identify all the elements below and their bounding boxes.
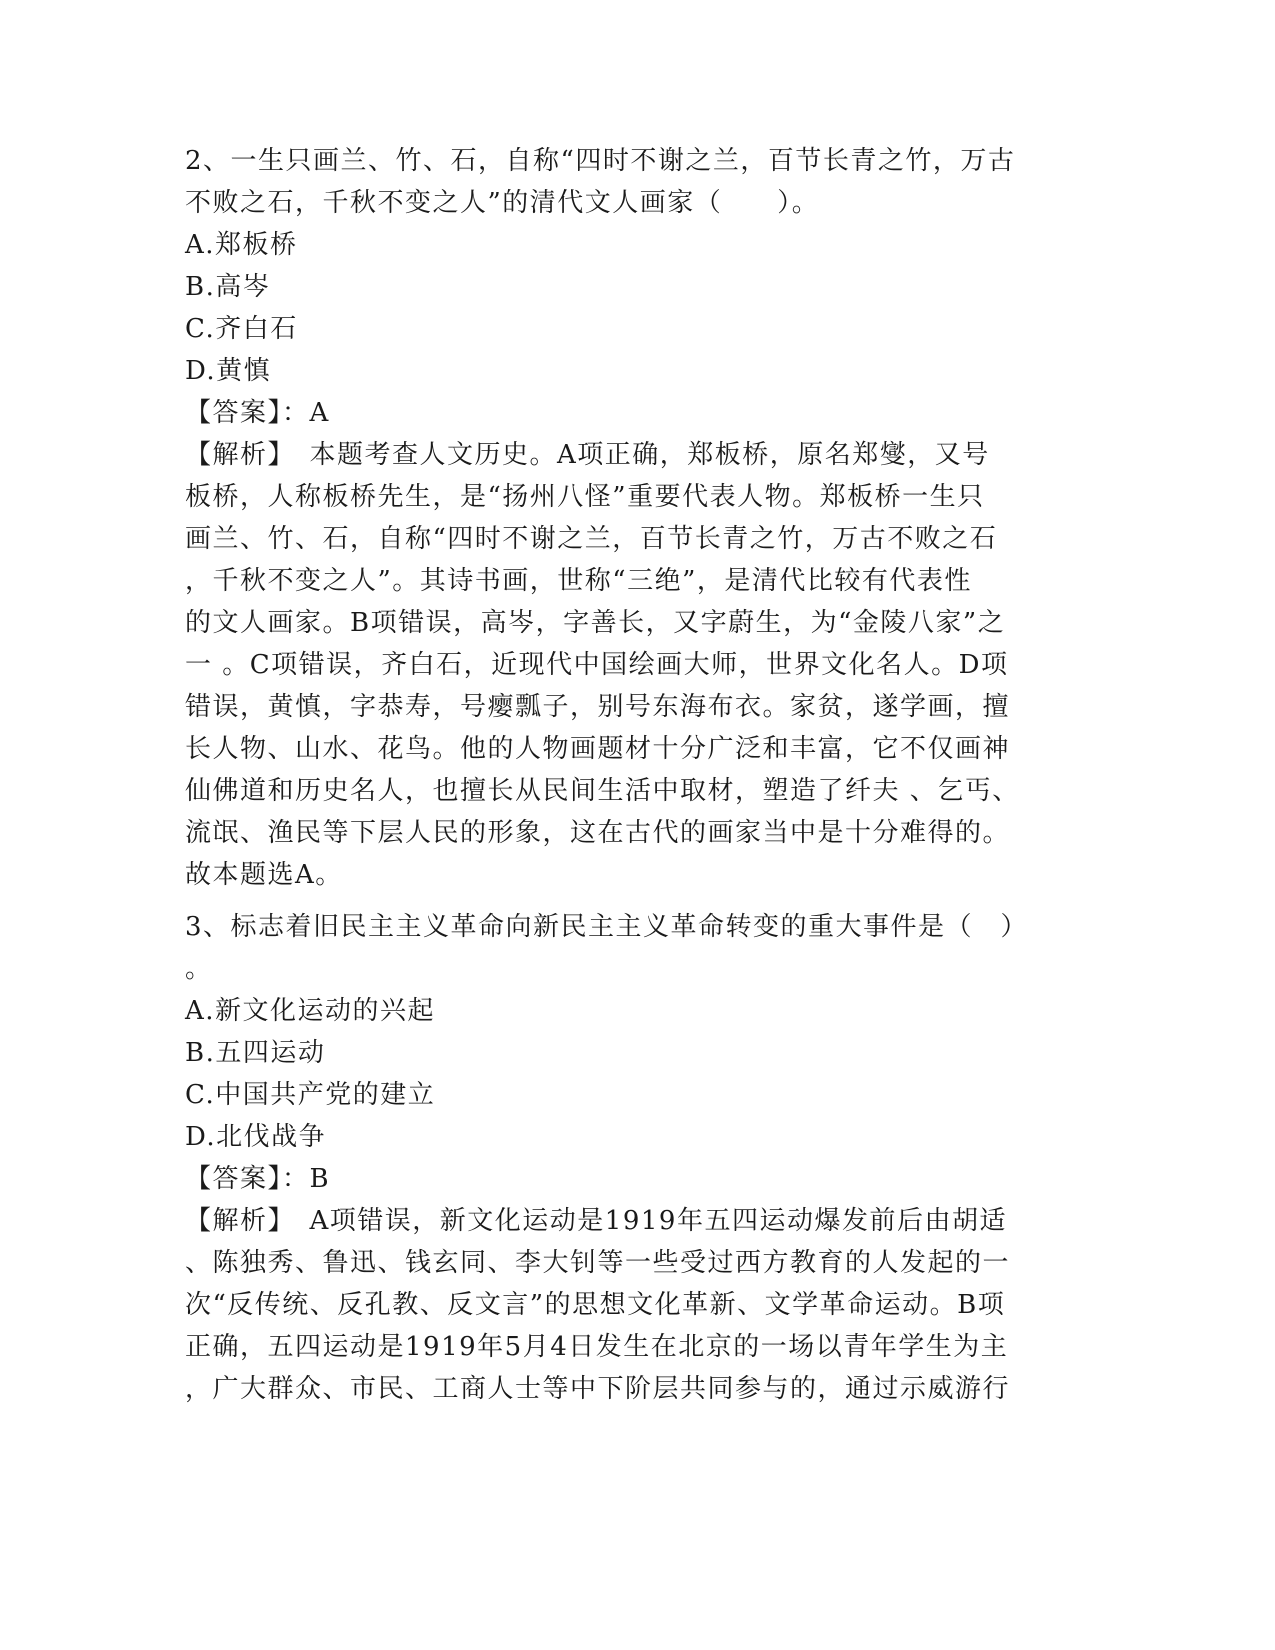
- option-c: C.齐白石: [185, 314, 298, 344]
- analysis-line: 【解析】 本题考查人文历史。A项正确，郑板桥，原名郑燮，又号: [185, 440, 990, 470]
- question-stem-line: 3、标志着旧民主主义革命向新民主主义革命转变的重大事件是（ ）: [185, 912, 1029, 942]
- analysis-line: ，千秋不变之人”。其诗书画，世称“三绝”，是清代比较有代表性: [185, 566, 972, 596]
- option-a: A.郑板桥: [185, 230, 298, 260]
- option-d: D.北伐战争: [185, 1122, 327, 1152]
- option-d: D.黄慎: [185, 356, 272, 386]
- analysis-line: 、陈独秀、鲁迅、钱玄同、李大钊等一些受过西方教育的人发起的一: [185, 1248, 1011, 1278]
- analysis-line: 板桥，人称板桥先生，是“扬州八怪”重要代表人物。郑板桥一生只: [185, 482, 985, 512]
- question-spacer: [185, 896, 1085, 906]
- analysis-line: 正确，五四运动是1919年5月4日发生在北京的一场以青年学生为主: [185, 1332, 1009, 1362]
- analysis-line: 的文人画家。B项错误，高岑，字善长，又字蔚生，为“金陵八家”之: [185, 608, 1006, 638]
- answer-line: 【答案】：B: [185, 1164, 331, 1194]
- question-stem-line: 。: [185, 954, 213, 984]
- option-b: B.五四运动: [185, 1038, 326, 1068]
- option-c: C.中国共产党的建立: [185, 1080, 436, 1110]
- analysis-line: 长人物、山水、花鸟。他的人物画题材十分广泛和丰富，它不仅画神: [185, 734, 1011, 764]
- option-a: A.新文化运动的兴起: [185, 996, 436, 1026]
- question-stem-line: 不败之石，千秋不变之人”的清代文人画家（ ）。: [185, 188, 820, 218]
- document-page: [185, 140, 1085, 1410]
- analysis-line: 流氓、渔民等下层人民的形象，这在古代的画家当中是十分难得的。: [185, 818, 1011, 848]
- question-3: [185, 906, 1085, 1410]
- analysis-line: 次“反传统、反孔教、反文言”的思想文化革新、文学革命运动。B项: [185, 1290, 1006, 1320]
- question-2: [185, 140, 1085, 896]
- analysis-line: 仙佛道和历史名人，也擅长从民间生活中取材，塑造了纤夫 、乞丐、: [185, 776, 1020, 806]
- analysis-line: 画兰、竹、石，自称“四时不谢之兰，百节长青之竹，万古不败之石: [185, 524, 998, 554]
- analysis-line: 故本题选A。: [185, 860, 343, 890]
- option-b: B.高岑: [185, 272, 271, 302]
- analysis-line: ，广大群众、市民、工商人士等中下阶层共同参与的，通过示威游行: [185, 1374, 1011, 1404]
- analysis-line: 错误，黄慎，字恭寿，号瘿瓢子，别号东海布衣。家贫，遂学画，擅: [185, 692, 1011, 722]
- analysis-line: 一 。C项错误，齐白石，近现代中国绘画大师，世界文化名人。D项: [185, 650, 1009, 680]
- answer-line: 【答案】：A: [185, 398, 330, 428]
- analysis-line: 【解析】 A项错误，新文化运动是1919年五四运动爆发前后由胡适: [185, 1206, 1007, 1236]
- question-stem-line: 2、一生只画兰、竹、石，自称“四时不谢之兰，百节长青之竹，万古: [185, 146, 1016, 176]
